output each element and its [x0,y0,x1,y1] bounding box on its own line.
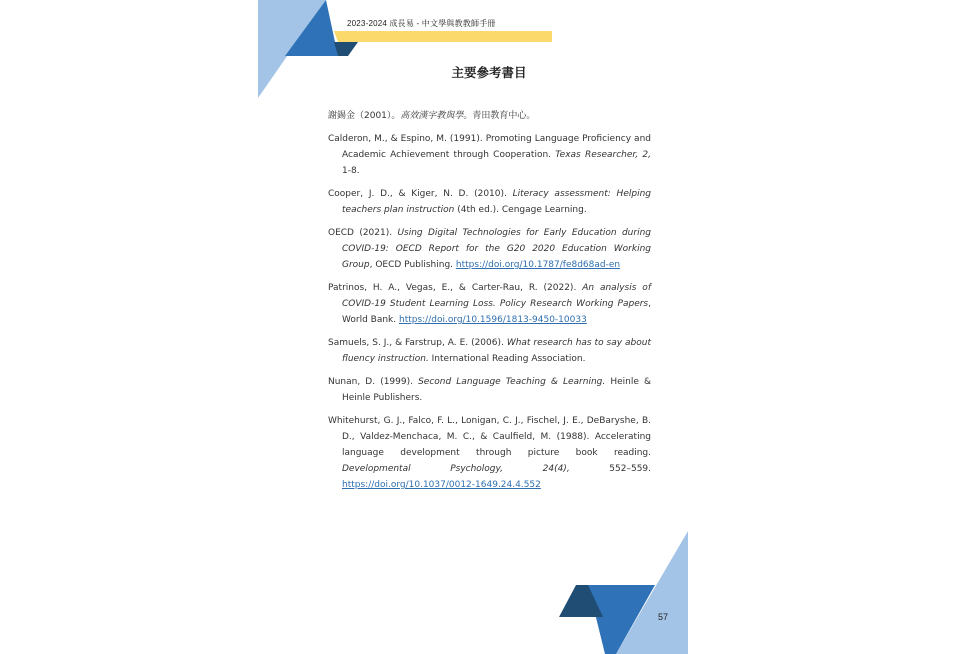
document-page [258,0,688,654]
reference-title: Literacy assessment: Helping teachers plan instruction [342,189,651,215]
reference-text: , OECD Publishing. [369,260,456,270]
top-yellow-bar [334,31,552,42]
reference-item [328,374,651,406]
reference-item [328,131,651,179]
reference-item [328,108,651,124]
reference-text: (4th ed.). Cengage Learning. [454,205,587,215]
page-number: 57 [658,612,669,622]
reference-text: Cooper, J. D., & Kiger, N. D. (2010). [328,189,513,199]
reference-text: Nunan, D. (1999). [328,377,419,387]
reference-item [328,280,651,328]
reference-title: Using Digital Technologies for Early Education during COVID-19: OECD Report for the G20 2020 Education Working Group [342,228,651,270]
reference-text: Patrinos, H. A., Vegas, E., & Carter-Rau, R. (2022). [328,283,583,293]
reference-text: 謝錫金（2001）。 [328,111,401,121]
reference-text: 。青田教育中心。 [463,111,536,121]
reference-text: International Reading Association. [428,354,586,364]
reference-text: OECD (2021). [328,228,398,238]
reference-item [328,225,651,273]
reference-title: Developmental Psychology, 24(4), [342,464,570,474]
reference-title: 高效漢字教與學 [400,111,464,121]
page-title: 主要參考書目 [451,65,527,80]
reference-item [328,186,651,218]
reference-title: What research has to say about fluency instruction. [342,338,651,364]
reference-title: Texas Researcher, 2, [555,150,651,160]
running-header: 2023-2024 成長易 - 中文學與教教師手冊 [347,19,496,28]
reference-doi-link[interactable]: https://doi.org/10.1596/1813-9450-10033 [398,315,587,325]
reference-text: Samuels, S. J., & Farstrup, A. E. (2006). [328,338,507,348]
reference-text: 552–559. [569,464,652,474]
reference-item [328,413,651,493]
reference-title: An analysis of COVID-19 Student Learning Loss. Policy Research Working Papers [342,283,651,309]
reference-list [328,108,651,500]
reference-text: Heinle & Heinle Publishers. [342,377,651,403]
reference-text: Whitehurst, G. J., Falco, F. L., Lonigan, C. J., Fischel, J. E., DeBaryshe, B. D., Valdez-Menchaca, M. C., & Caulfield, M. (1988). Accelerating language development through picture book reading. [328,416,651,458]
reference-doi-link[interactable]: https://doi.org/10.1037/0012-1649.24.4.552 [342,480,541,490]
reference-doi-link[interactable]: https://doi.org/10.1787/fe8d68ad-en [455,260,621,270]
reference-title: Second Language Teaching & Learning. [418,377,606,387]
reference-text: , World Bank. [342,299,651,325]
reference-item [328,335,651,367]
reference-text: 1-8. [342,166,360,176]
reference-text: Calderon, M., & Espino, M. (1991). Promoting Language Proficiency and Academic Achievement through Cooperation. [328,134,651,160]
top-navy-triangle [334,42,358,56]
